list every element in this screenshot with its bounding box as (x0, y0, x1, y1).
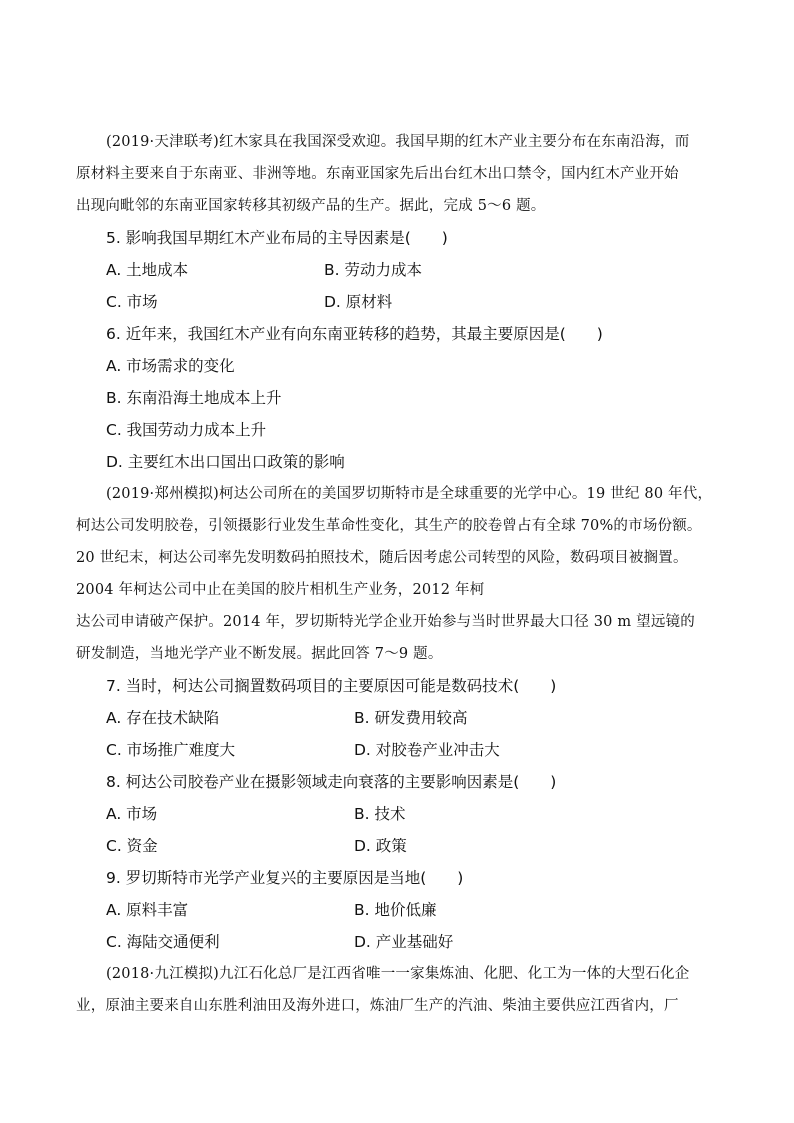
question-6-option-d: D. 主要红木出口国出口政策的影响 (106, 453, 345, 471)
question-7-option-b: B. 研发费用较高 (354, 709, 468, 727)
question-8-option-c: C. 资金 (106, 837, 158, 855)
question-5-option-a: A. 土地成本 (106, 261, 189, 279)
question-9-option-c: C. 海陆交通便利 (106, 933, 220, 951)
question-5-stem: 5. 影响我国早期红木产业布局的主导因素是( ) (106, 229, 448, 247)
question-7-option-a: A. 存在技术缺陷 (106, 709, 220, 727)
passage-1-line-1: (2019·天津联考)红木家具在我国深受欢迎。我国早期的红木产业主要分布在东南沿海，而 (106, 134, 690, 150)
question-9-stem: 9. 罗切斯特市光学产业复兴的主要原因是当地( ) (106, 869, 464, 887)
passage-2-line-5: 达公司申请破产保护。2014 年，罗切斯特光学企业开始参与当时世界最大口径 30 m 望远镜的 (76, 614, 695, 630)
passage-3-line-2: 业，原油主要来自山东胜利油田及海外进口，炼油厂生产的汽油、柴油主要供应江西省内，厂 (76, 998, 679, 1014)
question-7-stem: 7. 当时，柯达公司搁置数码项目的主要原因可能是数码技术( ) (106, 677, 557, 695)
passage-2-line-4: 2004 年柯达公司中止在美国的胶片相机生产业务，2012 年柯 (76, 582, 485, 598)
passage-2-line-6: 研发制造，当地光学产业不断发展。据此回答 7～9 题。 (76, 646, 443, 662)
question-6-option-a: A. 市场需求的变化 (106, 357, 235, 375)
question-6-option-c: C. 我国劳动力成本上升 (106, 421, 267, 439)
passage-1-line-2: 原材料主要来自于东南亚、非洲等地。东南亚国家先后出台红木出口禁令，国内红木产业开始 (76, 166, 679, 182)
question-7-option-d: D. 对胶卷产业冲击大 (354, 741, 500, 759)
question-9-option-b: B. 地价低廉 (354, 901, 437, 919)
question-5-option-c: C. 市场 (106, 293, 158, 311)
question-8-option-b: B. 技术 (354, 805, 406, 823)
question-8-stem: 8. 柯达公司胶卷产业在摄影领域走向衰落的主要影响因素是( ) (106, 773, 557, 791)
question-6-option-b: B. 东南沿海土地成本上升 (106, 389, 282, 407)
question-8-option-d: D. 政策 (354, 837, 407, 855)
passage-3-line-1: (2018·九江模拟)九江石化总厂是江西省唯一一家集炼油、化肥、化工为一体的大型石化企 (106, 966, 690, 982)
question-6-stem: 6. 近年来，我国红木产业有向东南亚转移的趋势，其最主要原因是( ) (106, 325, 603, 343)
question-7-option-c: C. 市场推广难度大 (106, 741, 236, 759)
passage-1-line-3: 出现向毗邻的东南亚国家转移其初级产品的生产。据此，完成 5～6 题。 (76, 198, 546, 214)
question-9-option-d: D. 产业基础好 (354, 933, 454, 951)
question-5-option-b: B. 劳动力成本 (324, 261, 422, 279)
passage-2-line-3: 20 世纪末，柯达公司率先发明数码拍照技术，随后因考虑公司转型的风险，数码项目被搁置。 (76, 550, 688, 566)
question-5-option-d: D. 原材料 (324, 293, 393, 311)
passage-2-line-2: 柯达公司发明胶卷，引领摄影行业发生革命性变化，其生产的胶卷曾占有全球 70%的市场份额。 (76, 518, 702, 534)
passage-2-line-1: (2019·郑州模拟)柯达公司所在的美国罗切斯特市是全球重要的光学中心。19 世纪 80 年代， (106, 486, 713, 502)
question-8-option-a: A. 市场 (106, 805, 158, 823)
question-9-option-a: A. 原料丰富 (106, 901, 189, 919)
